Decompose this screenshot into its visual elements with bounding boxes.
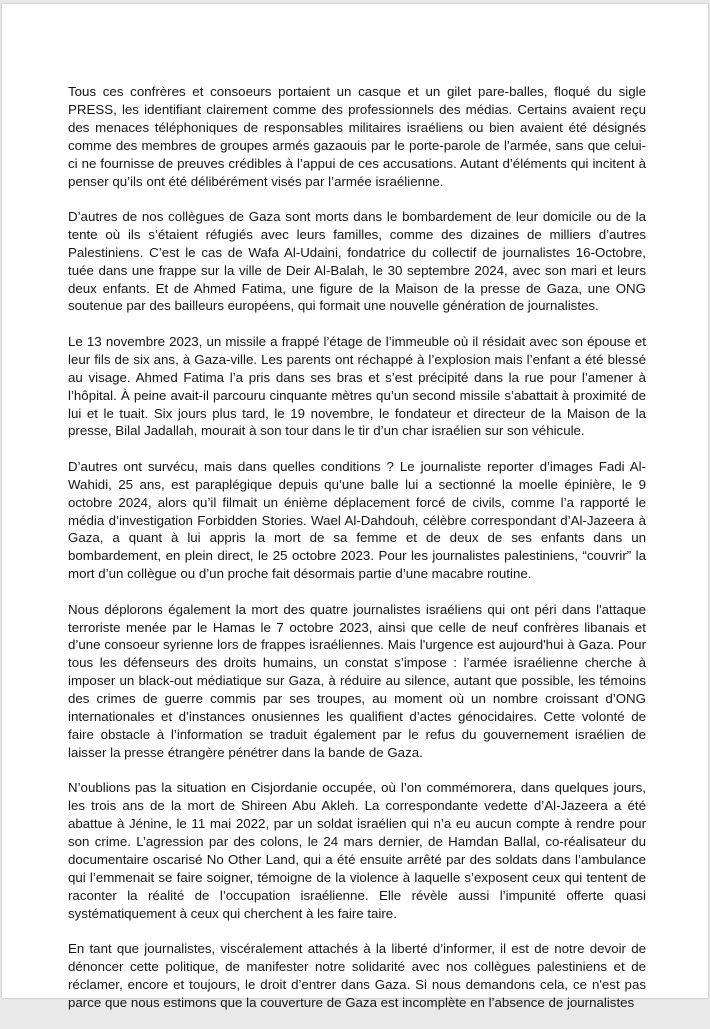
paragraph-journalists-duty: En tant que journalistes, viscéralement attachés à la liberté d’informer, il est de notre devoir de dénoncer cette politique, de manifester notre solidarité avec nos collègues palestiniens et de réclamer, encore et toujours, le droit d’entrer dans Gaza. Si nous demandons cela, ce n'est pas parce que nous estimons que la couverture de Gaza est incomplète en l’absence de journalistes <box>68 941 646 1010</box>
paragraph-home-bombings: D’autres de nos collègues de Gaza sont morts dans le bombardement de leur domicile ou de la tente où ils s’étaient réfugiés avec leurs familles, comme des dizaines de milliers d’autres Palestiniens. C’est le cas de Wafa Al-Udaini, fondatrice du collectif de journalistes 16-Octobre, tuée dans une frappe sur la ville de Deir Al-Balah, le 30 septembre 2024, avec son mari et leurs deux enfants. Et de Ahmed Fatima, une figure de la Maison de la presse de Gaza, une ONG soutenue par des bailleurs européens, qui formait une nouvelle génération de journalistes. <box>68 208 646 314</box>
document-page <box>2 4 708 1010</box>
paragraph-survivors: D’autres ont survécu, mais dans quelles conditions ? Le journaliste reporter d’images Fadi Al-Wahidi, 25 ans, est paraplégique depuis qu’une balle lui a sectionné la moelle épinière, le 9 octobre 2024, alors qu’il filmait un énième déplacement forcé de civils, comme l’a rapporté le média d’investigation Forbidden Stories. Wael Al-Dahdouh, célèbre correspondant d’Al-Jazeera à Gaza, a quant à lui appris la mort de sa femme et de deux de ses enfants dans un bombardement, en plein direct, le 25 octobre 2023. Pour les journalistes palestiniens, “couvrir” la mort d’un collègue ou d’un proche fait désormais partie d’une macabre routine. <box>68 458 646 582</box>
paragraph-ahmed-fatima: Le 13 novembre 2023, un missile a frappé l’étage de l’immeuble où il résidait avec son épouse et leur fils de six ans, à Gaza-ville. Les parents ont réchappé à l’explosion mais l’enfant a été blessé au visage. Ahmed Fatima l’a pris dans ses bras et s’est précipité dans la rue pour l’amener à l’hôpital. À peine avait-il parcouru cinquante mètres qu’un second missile s’abattait à proximité de lui et le tuait. Six jours plus tard, le 19 novembre, le fondateur et directeur de la Maison de la presse, Bilal Jadallah, mourait à son tour dans le tir d’un char israélien sur son véhicule. <box>68 333 646 439</box>
paragraph-west-bank: N’oublions pas la situation en Cisjordanie occupée, où l’on commémorera, dans quelques jours, les trois ans de la mort de Shireen Abu Akleh. La correspondante vedette d’Al-Jazeera a été abattue à Jénine, le 11 mai 2022, par un soldat israélien qui n’a eu aucun compte à rendre pour son crime. L’agression par des colons, le 24 mars dernier, de Hamdan Ballal, co-réalisateur du documentaire oscarisé No Other Land, qui a été ensuite arrêté par des soldats dans l’ambulance qui l’emmenait se faire soigner, témoigne de la violence à laquelle s’exposent ceux qui tentent de raconter la réalité de l’occupation israélienne. Elle révèle aussi l’impunité offerte quasi systématiquement à ceux qui cherchent à les faire taire. <box>68 780 646 921</box>
paragraph-media-blackout: Nous déplorons également la mort des quatre journalistes israéliens qui ont péri dans l'attaque terroriste menée par le Hamas le 7 octobre 2023, ainsi que celle de neuf confrères libanais et d’une consoeur syrienne lors de frappes israéliennes. Mais l'urgence est aujourd'hui à Gaza. Pour tous les défenseurs des droits humains, un constat s’impose : l’armée israélienne cherche à imposer un black-out médiatique sur Gaza, à réduire au silence, autant que possible, les témoins des crimes de guerre commis par ses troupes, au moment où un nombre croissant d’ONG internationales et d’instances onusiennes les qualifient d’actes génocidaires. Cette volonté de faire obstacle à l’information se traduit également par le refus du gouvernement israélien de laisser la presse étrangère pénétrer dans la bande de Gaza. <box>68 601 646 760</box>
paragraph-press-vests: Tous ces confrères et consoeurs portaient un casque et un gilet pare-balles, floqué du sigle PRESS, les identifiant clairement comme des professionnels des médias. Certains avaient reçu des menaces téléphoniques de responsables militaires israéliens ou bien avaient été désignés comme des membres de groupes armés gazaouis par le porte-parole de l’armée, sans que celui-ci ne fournisse de preuves crédibles à l’appui de ces accusations. Autant d’éléments qui incitent à penser qu’ils ont été délibérément visés par l’armée israélienne. <box>68 84 646 189</box>
document-body <box>68 83 646 1029</box>
